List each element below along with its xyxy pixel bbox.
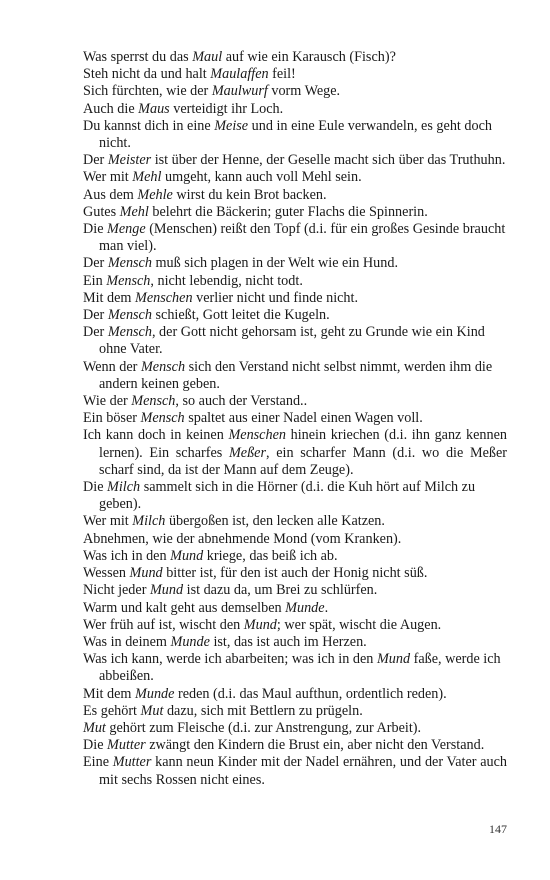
- proverb-entry: [83, 290, 507, 307]
- proverb-text: Wer mit: [83, 169, 133, 186]
- keyword: Milch: [132, 513, 166, 530]
- proverb-text: Wenn der: [83, 358, 141, 375]
- proverb-list: [83, 49, 507, 789]
- proverb-text: Nicht jeder: [83, 582, 150, 599]
- proverb-text: Warm und kalt geht aus demselben: [83, 599, 286, 616]
- proverb-text: belehrt die Bäckerin; guter Flachs die Spinnerin.: [148, 203, 428, 220]
- proverb-entry: [83, 565, 507, 582]
- proverb-text: muß sich plagen in der Welt wie ein Hund.: [151, 255, 398, 272]
- proverb-entry: [83, 204, 507, 221]
- proverb-entry: [83, 703, 507, 720]
- proverb-entry: [83, 393, 507, 410]
- proverb-entry: [83, 324, 507, 358]
- proverb-text: (Menschen) reißt den Topf (d.i. für ein großes Gesinde braucht man viel).: [99, 221, 506, 255]
- proverb-entry: [83, 531, 507, 548]
- proverb-text: dazu, sich mit Bettlern zu prügeln.: [163, 702, 363, 719]
- keyword: Menge: [107, 221, 146, 238]
- proverb-text: Sich fürchten, wie der: [83, 83, 212, 100]
- keyword: Milch: [107, 479, 141, 496]
- proverb-entry: [83, 634, 507, 651]
- proverb-text: sammelt sich in die Hörner (d.i. die Kuh hört auf Milch zu geben).: [99, 479, 476, 513]
- proverb-entry: [83, 273, 507, 290]
- proverb-text: Wer mit: [83, 513, 133, 530]
- proverb-entry: [83, 101, 507, 118]
- proverb-text: auf wie ein Karausch (Fisch)?: [222, 49, 396, 65]
- proverb-text: sich den Verstand nicht selbst nimmt, werden ihm die andern keinen geben.: [99, 358, 493, 392]
- proverb-entry: [83, 427, 507, 479]
- proverb-entry: [83, 513, 507, 530]
- proverb-text: , der Gott nicht gehorsam ist, geht zu Grunde wie ein Kind ohne Vater.: [99, 324, 485, 358]
- keyword: Meise: [214, 117, 249, 134]
- proverb-text: feil!: [268, 66, 296, 83]
- proverb-text: verlier nicht und finde nicht.: [192, 289, 359, 306]
- proverb-text: ist dazu da, um Brei zu schlürfen.: [183, 582, 378, 599]
- keyword: Mehle: [137, 186, 173, 203]
- proverb-entry: [83, 686, 507, 703]
- proverb-text: Mit dem: [83, 289, 136, 306]
- keyword: Menschen: [135, 289, 193, 306]
- page-number: 147: [489, 822, 507, 836]
- proverb-text: Der: [83, 307, 108, 324]
- keyword: Mutter: [107, 737, 146, 754]
- keyword: Munde: [285, 599, 325, 616]
- proverb-text: vorm Wege.: [267, 83, 341, 100]
- keyword: Mensch: [131, 393, 176, 410]
- keyword: Maul: [192, 49, 223, 65]
- proverb-text: wirst du kein Brot backen.: [172, 186, 327, 203]
- keyword: Meßer: [228, 444, 266, 461]
- proverb-text: Ein: [83, 272, 107, 289]
- keyword: Mensch: [107, 255, 152, 272]
- keyword: Mensch: [107, 307, 152, 324]
- keyword: Munde: [135, 685, 175, 702]
- keyword: Mutter: [112, 754, 152, 771]
- keyword: Mut: [83, 719, 106, 736]
- proverb-text: Der: [83, 255, 108, 272]
- proverb-text: Die: [83, 737, 108, 754]
- keyword: Mund: [243, 616, 277, 633]
- proverb-text: Was sperrst du das: [83, 49, 193, 65]
- keyword: Mensch: [106, 272, 151, 289]
- proverb-entry: [83, 118, 507, 152]
- proverb-text: faße, werde ich abbeißen.: [99, 651, 501, 685]
- keyword: Mund: [170, 547, 204, 564]
- keyword: Maulwurf: [211, 83, 268, 100]
- proverb-text: Was ich kann, werde ich abarbeiten; was ich in den: [83, 651, 377, 668]
- keyword: Mehl: [132, 169, 162, 186]
- proverb-entry: [83, 152, 507, 169]
- proverb-text: Was ich in den: [83, 547, 171, 564]
- keyword: Mund: [149, 582, 184, 599]
- proverb-text: zwängt den Kindern die Brust ein, aber nicht den Verstand.: [145, 737, 485, 754]
- proverb-entry: [83, 754, 507, 788]
- proverb-text: gehört zum Fleische (d.i. zur Anstrengung, zur Arbeit).: [105, 719, 422, 736]
- proverb-text: und in eine Eule verwandeln, es geht doch nicht.: [99, 117, 492, 152]
- proverb-entry: [83, 221, 507, 255]
- proverb-entry: [83, 83, 507, 100]
- proverb-text: , so auch der Verstand..: [175, 393, 308, 410]
- keyword: Mund: [129, 565, 163, 582]
- proverb-text: Wie der: [83, 393, 132, 410]
- keyword: Meister: [107, 152, 152, 169]
- proverb-text: Die: [83, 479, 108, 496]
- proverb-entry: [83, 720, 507, 737]
- proverb-entry: [83, 582, 507, 599]
- proverb-entry: [83, 307, 507, 324]
- keyword: Mensch: [140, 410, 185, 427]
- proverb-entry: [83, 410, 507, 427]
- proverb-entry: [83, 548, 507, 565]
- proverb-text: Es gehört: [83, 702, 141, 719]
- proverb-text: Wer früh auf ist, wischt den: [83, 616, 244, 633]
- proverb-text: Du kannst dich in eine: [83, 117, 215, 134]
- keyword: Mensch: [140, 358, 186, 375]
- proverb-entry: [83, 187, 507, 204]
- proverb-text: Mit dem: [83, 685, 136, 702]
- proverb-text: .: [324, 599, 329, 616]
- proverb-text: hinein kriechen (d.i. ihn ganz kennen lernen). Ein scharfes: [99, 427, 507, 461]
- proverb-entry: [83, 49, 507, 66]
- proverb-text: bitter ist, für den ist auch der Honig nicht süß.: [162, 565, 428, 582]
- proverb-text: Der: [83, 152, 108, 169]
- proverb-entry: [83, 651, 507, 685]
- proverb-text: Aus dem: [83, 186, 138, 203]
- proverb-text: Die: [83, 221, 108, 238]
- proverb-text: Ich kann doch in keinen: [83, 427, 229, 444]
- proverb-text: ist über der Henne, der Geselle macht sich über das Truthuhn.: [151, 152, 506, 169]
- proverb-text: Steh nicht da und halt: [83, 66, 211, 83]
- keyword: Munde: [170, 633, 210, 650]
- proverb-text: kriege, das beiß ich ab.: [203, 547, 338, 564]
- proverb-entry: [83, 169, 507, 186]
- proverb-text: Gutes: [83, 203, 120, 220]
- keyword: Mehl: [119, 203, 149, 220]
- proverb-entry: [83, 479, 507, 513]
- proverb-entry: [83, 617, 507, 634]
- proverb-text: Eine: [83, 754, 113, 771]
- proverb-text: ist, das ist auch im Herzen.: [209, 633, 367, 650]
- proverb-text: Abnehmen, wie der abnehmende Mond (vom Kranken).: [83, 530, 402, 547]
- keyword: Maus: [138, 100, 170, 117]
- proverb-text: reden (d.i. das Maul aufthun, ordentlich reden).: [174, 685, 447, 702]
- proverb-text: Wessen: [83, 565, 130, 582]
- proverb-text: spaltet aus einer Nadel einen Wagen voll.: [184, 410, 423, 427]
- proverb-text: , nicht lebendig, nicht todt.: [150, 272, 303, 289]
- proverb-text: schießt, Gott leitet die Kugeln.: [151, 307, 330, 324]
- keyword: Mut: [140, 702, 164, 719]
- keyword: Maulaffen: [210, 66, 269, 83]
- proverb-text: Was in deinem: [83, 633, 171, 650]
- proverb-text: Ein böser: [83, 410, 141, 427]
- proverb-text: Der: [83, 324, 108, 341]
- keyword: Menschen: [228, 427, 286, 444]
- proverb-text: übergoßen ist, den lecken alle Katzen.: [165, 513, 385, 530]
- keyword: Mensch: [107, 324, 152, 341]
- proverb-text: , ein scharfer Mann (d.i. wo die Meßer scharf sind, da ist der Mann auf dem Zeuge).: [99, 444, 507, 478]
- proverb-text: kann neun Kinder mit der Nadel ernähren, und der Vater auch mit sechs Rossen nicht eines.: [99, 754, 507, 788]
- keyword: Mund: [376, 651, 411, 668]
- proverb-text: umgeht, kann auch voll Mehl sein.: [161, 169, 362, 186]
- proverb-entry: [83, 255, 507, 272]
- proverb-text: ; wer spät, wischt die Augen.: [276, 616, 442, 633]
- proverb-text: Auch die: [83, 100, 139, 117]
- proverb-entry: [83, 600, 507, 617]
- proverb-text: verteidigt ihr Loch.: [169, 100, 284, 117]
- proverb-entry: [83, 737, 507, 754]
- proverb-entry: [83, 359, 507, 393]
- proverb-entry: [83, 66, 507, 83]
